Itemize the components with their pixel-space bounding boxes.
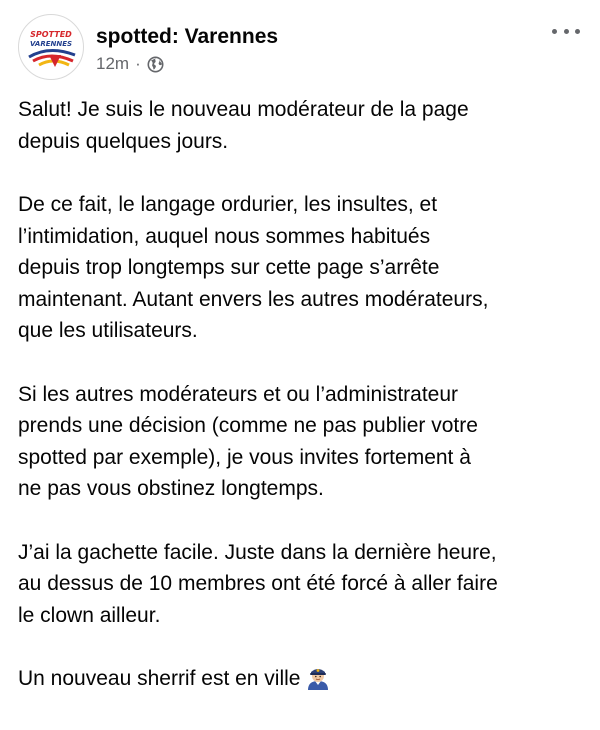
post-paragraph-4: J’ai la gachette facile. Juste dans la dernière heure, au dessus de 10 membres ont été forcé à aller faire le clown ailleur. <box>18 540 498 627</box>
post-paragraph-5-text: Un nouveau sherrif est en ville <box>18 667 301 690</box>
police-officer-icon <box>305 664 331 690</box>
logo-text-bottom: VARENNES <box>29 40 73 48</box>
post-paragraph-2: De ce fait, le langage ordurier, les insultes, et l’intimidation, auquel nous sommes habitués depuis trop longtemps sur cette page s’arrête maintenant. Autant envers les autres modérateurs, que les utilisateurs. <box>18 193 489 342</box>
post-paragraph-1: Salut! Je suis le nouveau modérateur de la page depuis quelques jours. <box>18 98 469 153</box>
spotted-logo-icon <box>19 15 83 79</box>
post-body <box>18 94 588 695</box>
more-options-icon[interactable] <box>552 24 580 38</box>
more-dot <box>552 29 557 34</box>
post-header <box>18 14 588 84</box>
post-meta <box>96 53 278 75</box>
post-paragraph-3: Si les autres modérateurs et ou l’administrateur prends une décision (comme ne pas publier votre spotted par exemple), je vous invites fortement à ne pas vous obstinez longtemps. <box>18 382 478 500</box>
globe-icon <box>147 56 164 73</box>
page-avatar[interactable] <box>18 14 84 80</box>
post-time[interactable]: 12m <box>96 54 130 73</box>
meta-separator: · <box>135 54 141 73</box>
post-paragraph-5 <box>18 663 588 695</box>
author-name[interactable]: spotted: Varennes <box>96 25 279 48</box>
more-dot <box>575 29 580 34</box>
logo-text-top: SPOTTED <box>30 30 72 39</box>
more-dot <box>564 29 569 34</box>
author-block <box>96 24 278 75</box>
